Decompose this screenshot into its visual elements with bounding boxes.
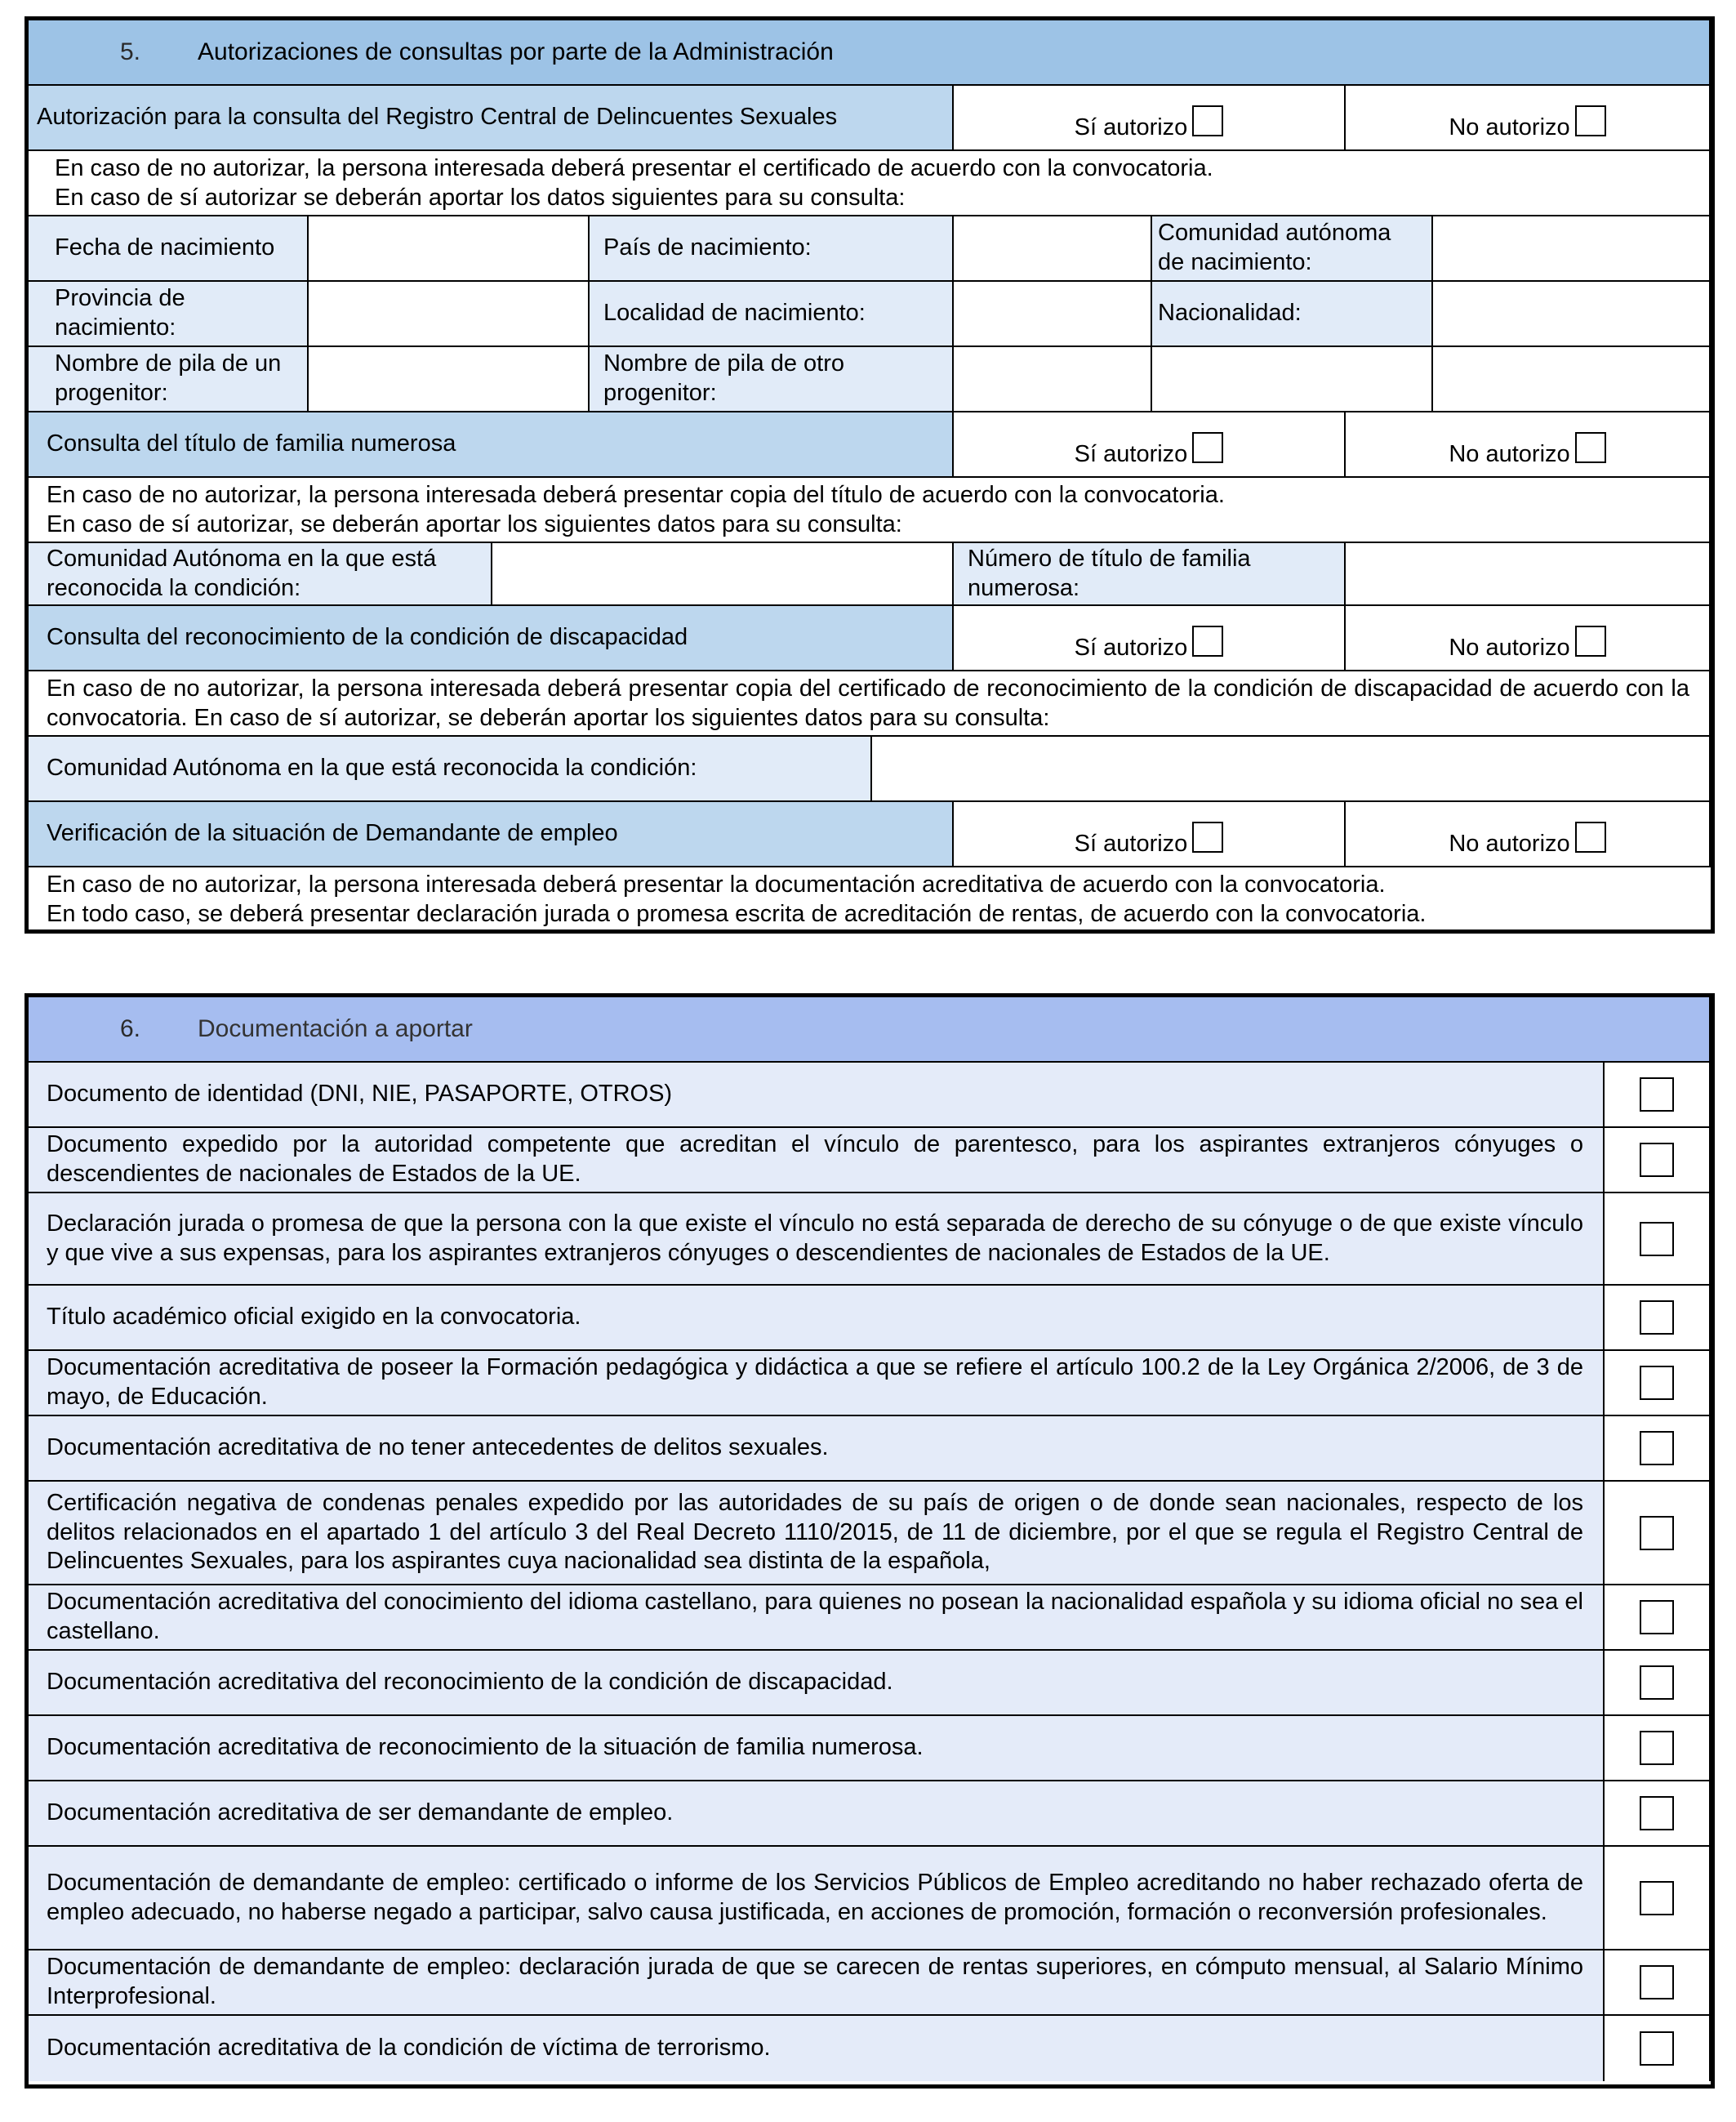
demandante-note [29, 867, 1711, 929]
document-item-12: Documentación de demandante de empleo: certificado o informe de los Servicios Públicos de Empleo acreditando no haber rechazado oferta de empleo adecuado, no haberse negado a participar, salvo causa justificada, en acciones de promoción, formación o reconversión profesionales. [29, 1847, 1605, 1950]
demandante-si-autorizo[interactable] [954, 802, 1346, 867]
document-checkbox-3[interactable] [1640, 1222, 1674, 1256]
comunidad-nacimiento-input[interactable] [1433, 216, 1711, 282]
familia-comunidad-input[interactable] [492, 543, 954, 606]
document-checkbox-cell-1[interactable] [1605, 1063, 1711, 1128]
document-item-3: Declaración jurada o promesa de que la persona con la que existe el vínculo no está separada de derecho de su cónyuge o de que existe vínculo y que vive a sus expensas, para los aspirantes extranjeros cónyuges o descendientes de nacionales de Estados de la UE. [29, 1193, 1605, 1286]
section-6-title: Documentación a aportar [198, 1015, 473, 1043]
familia-numero-titulo-input[interactable] [1346, 543, 1711, 606]
progenitor2-input[interactable] [954, 347, 1152, 412]
no-autorizo-label: No autorizo [1449, 114, 1570, 141]
document-checkbox-cell-3[interactable] [1605, 1193, 1711, 1286]
document-checkbox-4[interactable] [1640, 1300, 1674, 1335]
document-checkbox-cell-5[interactable] [1605, 1351, 1711, 1416]
progenitor1-label: Nombre de pila de un progenitor: [29, 347, 309, 412]
document-checkbox-cell-13[interactable] [1605, 1950, 1711, 2016]
document-checkbox-14[interactable] [1640, 2031, 1674, 2066]
document-checkbox-9[interactable] [1640, 1665, 1674, 1700]
demandante-no-checkbox[interactable] [1575, 822, 1606, 853]
progenitor-extra-cell-2[interactable] [1433, 347, 1711, 412]
document-item-1: Documento de identidad (DNI, NIE, PASAPORTE, OTROS) [29, 1063, 1605, 1128]
fecha-nacimiento-label: Fecha de nacimiento [29, 216, 309, 282]
document-item-10: Documentación acreditativa de reconocimiento de la situación de familia numerosa. [29, 1716, 1605, 1781]
document-checkbox-7[interactable] [1640, 1516, 1674, 1550]
document-item-2: Documento expedido por la autoridad competente que acreditan el vínculo de parentesco, para los aspirantes extranjeros cónyuges o descendientes de nacionales de Estados de la UE. [29, 1128, 1605, 1193]
registro-no-autorizo[interactable] [1346, 86, 1711, 151]
document-checkbox-13[interactable] [1640, 1965, 1674, 1999]
si-autorizo-label: Sí autorizo [1074, 441, 1188, 468]
registro-si-autorizo[interactable] [954, 86, 1346, 151]
document-item-11: Documentación acreditativa de ser demandante de empleo. [29, 1781, 1605, 1847]
discapacidad-comunidad-label: Comunidad Autónoma en la que está reconocida la condición: [29, 737, 872, 802]
section-5-authorizations [24, 16, 1715, 934]
section-6-documentation [24, 993, 1715, 2089]
document-checkbox-11[interactable] [1640, 1796, 1674, 1830]
progenitor2-label: Nombre de pila de otro progenitor: [590, 347, 954, 412]
no-autorizo-label: No autorizo [1449, 635, 1570, 662]
section-6-number: 6. [120, 1015, 141, 1043]
document-checkbox-cell-7[interactable] [1605, 1482, 1711, 1585]
registro-note-1: En caso de no autorizar, la persona interesada deberá presentar el certificado de acuerdo con la convocatoria. [55, 155, 1213, 181]
registro-consulta-label: Autorización para la consulta del Registro Central de Delincuentes Sexuales [29, 86, 954, 151]
registro-no-checkbox[interactable] [1575, 105, 1606, 136]
document-checkbox-cell-10[interactable] [1605, 1716, 1711, 1781]
pais-nacimiento-input[interactable] [954, 216, 1152, 282]
progenitor-extra-cell-1[interactable] [1152, 347, 1433, 412]
discapacidad-no-checkbox[interactable] [1575, 626, 1606, 657]
document-checkbox-1[interactable] [1640, 1077, 1674, 1112]
document-checkbox-cell-8[interactable] [1605, 1585, 1711, 1651]
document-checkbox-5[interactable] [1640, 1366, 1674, 1400]
document-checkbox-12[interactable] [1640, 1881, 1674, 1915]
document-item-7: Certificación negativa de condenas penales expedido por las autoridades de su país de origen o de donde sean nacionales, respecto de los delitos relacionados en el apartado 1 del artículo 3 del Real Decreto 1110/2015, de 11 de diciembre, por el que se regula el Registro Central de Delincuentes Sexuales, para los aspirantes cuya nacionalidad sea distinta de la española, [29, 1482, 1605, 1585]
familia-note [29, 478, 1711, 543]
nacionalidad-label: Nacionalidad: [1152, 282, 1433, 347]
pais-nacimiento-label: País de nacimiento: [590, 216, 954, 282]
familia-numero-titulo-label: Número de título de familia numerosa: [954, 543, 1346, 606]
nacionalidad-input[interactable] [1433, 282, 1711, 347]
registro-note-2: En caso de sí autorizar se deberán aportar los datos siguientes para su consulta: [55, 184, 906, 211]
document-checkbox-8[interactable] [1640, 1600, 1674, 1634]
familia-no-autorizo[interactable] [1346, 412, 1711, 478]
demandante-consulta-label: Verificación de la situación de Demandante de empleo [29, 802, 954, 867]
familia-si-autorizo[interactable] [954, 412, 1346, 478]
document-item-4: Título académico oficial exigido en la convocatoria. [29, 1286, 1605, 1351]
section-5-header [29, 20, 1711, 86]
discapacidad-note: En caso de no autorizar, la persona interesada deberá presentar copia del certificado de reconocimiento de la condición de discapacidad de acuerdo con la convocatoria. En caso de sí autorizar, se deberán aportar los siguientes datos para su consulta: [29, 671, 1711, 737]
section-5-number: 5. [120, 38, 141, 66]
progenitor1-input[interactable] [309, 347, 590, 412]
discapacidad-comunidad-input[interactable] [872, 737, 1711, 802]
document-checkbox-2[interactable] [1640, 1143, 1674, 1177]
no-autorizo-label: No autorizo [1449, 831, 1570, 858]
demandante-si-checkbox[interactable] [1192, 822, 1223, 853]
document-checkbox-cell-11[interactable] [1605, 1781, 1711, 1847]
registro-si-checkbox[interactable] [1192, 105, 1223, 136]
si-autorizo-label: Sí autorizo [1074, 831, 1188, 858]
familia-note-1: En caso de no autorizar, la persona interesada deberá presentar copia del título de acuerdo con la convocatoria. [47, 482, 1225, 508]
document-checkbox-cell-12[interactable] [1605, 1847, 1711, 1950]
localidad-nacimiento-input[interactable] [954, 282, 1152, 347]
document-checkbox-cell-4[interactable] [1605, 1286, 1711, 1351]
fecha-nacimiento-input[interactable] [309, 216, 590, 282]
demandante-note-2: En todo caso, se deberá presentar declaración jurada o promesa escrita de acreditación de rentas, de acuerdo con la convocatoria. [47, 900, 1427, 927]
section-6-header [29, 997, 1711, 1063]
familia-comunidad-label: Comunidad Autónoma en la que está reconocida la condición: [29, 543, 492, 606]
demandante-no-autorizo[interactable] [1346, 802, 1711, 867]
document-item-13: Documentación de demandante de empleo: declaración jurada de que se carecen de rentas superiores, en cómputo mensual, al Salario Mínimo Interprofesional. [29, 1950, 1605, 2016]
comunidad-nacimiento-label: Comunidad autónoma de nacimiento: [1152, 216, 1433, 282]
si-autorizo-label: Sí autorizo [1074, 114, 1188, 141]
familia-consulta-label: Consulta del título de familia numerosa [29, 412, 954, 478]
document-checkbox-cell-2[interactable] [1605, 1128, 1711, 1193]
no-autorizo-label: No autorizo [1449, 441, 1570, 468]
document-item-6: Documentación acreditativa de no tener antecedentes de delitos sexuales. [29, 1416, 1605, 1482]
document-checkbox-6[interactable] [1640, 1431, 1674, 1465]
document-checkbox-cell-9[interactable] [1605, 1651, 1711, 1716]
registro-note [29, 151, 1711, 216]
familia-si-checkbox[interactable] [1192, 432, 1223, 463]
document-checkbox-cell-6[interactable] [1605, 1416, 1711, 1482]
demandante-note-1: En caso de no autorizar, la persona interesada deberá presentar la documentación acreditativa de acuerdo con la convocatoria. [47, 872, 1386, 898]
discapacidad-no-autorizo[interactable] [1346, 606, 1711, 671]
si-autorizo-label: Sí autorizo [1074, 635, 1188, 662]
document-item-14: Documentación acreditativa de la condición de víctima de terrorismo. [29, 2016, 1605, 2081]
provincia-nacimiento-input[interactable] [309, 282, 590, 347]
document-item-5: Documentación acreditativa de poseer la Formación pedagógica y didáctica a que se refiere el artículo 100.2 de la Ley Orgánica 2/2006, de 3 de mayo, de Educación. [29, 1351, 1605, 1416]
section-5-title: Autorizaciones de consultas por parte de la Administración [198, 38, 834, 66]
document-checkbox-10[interactable] [1640, 1731, 1674, 1765]
document-item-9: Documentación acreditativa del reconocimiento de la condición de discapacidad. [29, 1651, 1605, 1716]
familia-no-checkbox[interactable] [1575, 432, 1606, 463]
familia-note-2: En caso de sí autorizar, se deberán aportar los siguientes datos para su consulta: [47, 510, 902, 537]
discapacidad-si-autorizo[interactable] [954, 606, 1346, 671]
discapacidad-consulta-label: Consulta del reconocimiento de la condición de discapacidad [29, 606, 954, 671]
localidad-nacimiento-label: Localidad de nacimiento: [590, 282, 954, 347]
document-item-8: Documentación acreditativa del conocimiento del idioma castellano, para quienes no posean la nacionalidad española y su idioma oficial no sea el castellano. [29, 1585, 1605, 1651]
discapacidad-si-checkbox[interactable] [1192, 626, 1223, 657]
document-checkbox-cell-14[interactable] [1605, 2016, 1711, 2081]
provincia-nacimiento-label: Provincia de nacimiento: [29, 282, 309, 347]
